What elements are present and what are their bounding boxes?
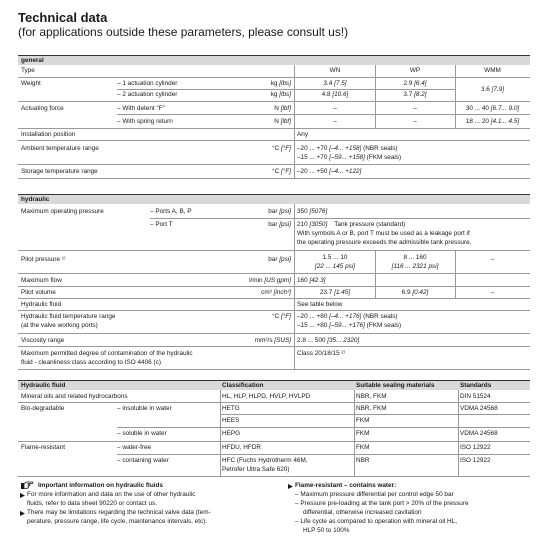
weight-wmm: [455, 86, 530, 94]
unit: kg: [270, 91, 278, 98]
unit: °C: [272, 168, 280, 175]
pilot-wp: 8 ... 160: [403, 254, 427, 261]
force-unit: [255, 105, 291, 113]
fluid-row-seal: NBR, FKM: [356, 393, 387, 400]
value: 3.7: [403, 91, 413, 98]
weight-unit: [255, 91, 291, 99]
value-imperial: [35... 2320]: [327, 337, 360, 344]
value-imperial: [–59... +158]: [329, 154, 365, 161]
weight-wn-1: [295, 80, 375, 88]
weight-wp-2: [375, 91, 455, 99]
seal: (NBR seals): [363, 313, 398, 320]
fluid-temp-unit: [255, 313, 291, 321]
hydraulic-section-label: hydraulic: [21, 196, 50, 203]
volume-wn: [295, 289, 375, 297]
divider: [220, 390, 221, 476]
divider: [455, 65, 456, 128]
install-label: Installation position: [21, 131, 76, 138]
fluid-row-std: DIN 51524: [460, 393, 491, 400]
divider: [18, 101, 530, 102]
fluid-row-sub: – containing water: [117, 457, 169, 464]
seal: (FKM seals): [366, 154, 402, 161]
value: –15 ... +80: [297, 322, 328, 329]
fluid-row-class-2: Petrofer Ultra Safe 620): [222, 466, 290, 473]
mop-tank-note: With symbols A or B, port T must be used as a leakage port if: [297, 230, 470, 237]
volume-label: Pilot volume: [21, 289, 56, 296]
fluid-row-seal: FKM: [356, 430, 370, 437]
fluid-temp-label-2: (at the valve working ports): [21, 322, 98, 329]
volume-wmm: –: [490, 289, 495, 296]
divider: [354, 390, 355, 476]
unit-imperial: [lbf]: [280, 118, 291, 125]
divider: [294, 204, 295, 369]
pilot-wp-imperial: [116 ... 2321 psi]: [391, 263, 439, 270]
divider: [18, 140, 530, 141]
pilot-wmm: –: [490, 256, 495, 263]
unit-imperial: [inch³]: [273, 289, 291, 296]
general-section-label: general: [21, 57, 44, 64]
value-imperial: [6.7... 9.0]: [490, 105, 520, 112]
fluid-row-std: VDMA 24568: [460, 430, 498, 437]
pilot-wn-imperial: [22 ... 145 psi]: [314, 263, 356, 270]
unit-imperial: [lbs]: [279, 91, 291, 98]
notes-left-title: Important information on hydraulic fluids: [38, 482, 163, 489]
force-row-desc: – With spring return: [117, 118, 173, 125]
general-section-band: [18, 56, 530, 65]
fluid-row-class: HFC (Fuchs Hydrotherm 46M,: [222, 457, 308, 464]
storage-value: [297, 168, 361, 176]
fluid-temp-line-2: [297, 322, 401, 330]
divider: [117, 89, 455, 90]
contamination-label: Maximum permitted degree of contamination of the hydraulic: [21, 350, 193, 357]
value: 30 ... 40: [465, 105, 489, 112]
value: 18 ... 20: [465, 118, 489, 125]
fluid-table-header: Suitable sealing materials: [356, 382, 435, 389]
force-label: Actuating force: [21, 105, 64, 112]
value-imperial: [6.4]: [414, 80, 427, 87]
fluid-table-header: Standards: [460, 382, 492, 389]
value: 4.8: [321, 91, 331, 98]
unit-imperial: [psi]: [279, 221, 291, 228]
viscosity-unit: [240, 337, 291, 345]
fluid-row-name: Mineral oils and related hydrocarbons: [21, 393, 128, 400]
unit: bar: [268, 221, 278, 228]
divider: [18, 310, 530, 311]
value: –20 ... +70: [297, 145, 328, 152]
unit-imperial: [lbf]: [280, 105, 291, 112]
value: 23.7: [319, 289, 333, 296]
flow-unit: [230, 277, 291, 285]
weight-wp-1: [375, 80, 455, 88]
fluid-row-class: HFDU, HFDR: [222, 444, 262, 451]
ambient-unit: [255, 145, 291, 153]
value-imperial: [0.42]: [412, 289, 429, 296]
divider: [18, 55, 530, 56]
force-wmm-1: [455, 105, 530, 113]
unit: N: [274, 118, 279, 125]
value-imperial: [–4... +122]: [329, 168, 362, 175]
install-value: Any: [297, 131, 309, 138]
divider: [18, 476, 530, 477]
value: –15 ... +70: [297, 154, 328, 161]
unit: kg: [270, 80, 278, 87]
divider: [18, 273, 530, 274]
divider: [18, 402, 530, 403]
divider: [375, 65, 376, 128]
force-wp-2: –: [413, 118, 417, 125]
divider: [18, 128, 530, 129]
divider: [18, 333, 530, 334]
triangle-bullet-icon: [288, 484, 293, 489]
notes-left-bullet-1-cont: fluids, refer to data sheet 90220 or contact us.: [27, 500, 158, 507]
force-wn-1: –: [333, 105, 337, 112]
divider: [18, 286, 530, 287]
note: Tank pressure (standard): [334, 221, 406, 228]
mop-ports-desc: – Ports A, B, P: [150, 208, 192, 215]
divider: [150, 218, 530, 219]
value-imperial: [5076]: [309, 208, 328, 215]
fluid-row-seal: FKM: [356, 444, 370, 451]
fluid-row-seal: NBR: [356, 457, 370, 464]
fluid-table-header: Classification: [222, 382, 264, 389]
divider: [294, 65, 295, 178]
notes-right-item-2: – Pressure pre-loading at the tank port > 20% of the pressure: [295, 500, 469, 507]
storage-unit: [255, 168, 291, 176]
divider: [18, 369, 530, 370]
fluid-row-std: ISO 12922: [460, 444, 491, 451]
mop-tank-value: [297, 221, 405, 229]
notes-left-bullet-2-cont: perature, pressure range, life cycle, maintenance intervals, etc).: [27, 518, 208, 525]
value: 3.6: [480, 86, 490, 93]
value: 6.9: [401, 289, 411, 296]
divider: [458, 390, 459, 476]
triangle-bullet-icon: [20, 493, 25, 498]
mop-ports-value: [297, 208, 327, 216]
fluid-row-seal: NBR, FKM: [356, 405, 387, 412]
fluid-temp-line-1: [297, 313, 398, 321]
notes-right-item-2-cont: differential, otherwise increased cavitation: [303, 509, 422, 516]
value-imperial: [1.45]: [334, 289, 351, 296]
fluid-row-std: VDMA 24568: [460, 405, 498, 412]
force-row-desc: – With detent "F": [117, 105, 165, 112]
unit: cm³: [261, 289, 272, 296]
unit-imperial: [SUS]: [274, 337, 291, 344]
unit-imperial: [°F]: [280, 168, 291, 175]
mop-label: Maximum operating pressure: [21, 208, 104, 215]
unit: °C: [272, 313, 280, 320]
col-wp: WP: [409, 67, 421, 74]
fluid-row-std: ISO 12922: [460, 457, 491, 464]
force-wp-1: –: [413, 105, 417, 112]
weight-label: Weight: [21, 80, 41, 87]
unit: °C: [272, 145, 280, 152]
divider: [455, 251, 456, 298]
unit: mm²/s: [254, 337, 273, 344]
fluid-row-name: Flame-resistant: [21, 444, 66, 451]
value: 3.4: [323, 80, 333, 87]
weight-wn-2: [295, 91, 375, 99]
unit-imperial: [°F]: [280, 313, 291, 320]
page-title: Technical data: [18, 10, 108, 25]
mop-tank-desc: – Port T: [150, 221, 173, 228]
fluid-row-sub: – soluble in water: [117, 430, 167, 437]
value: 210: [297, 221, 308, 228]
volume-wp: [375, 289, 455, 297]
value: 2.8 ... 500: [297, 337, 326, 344]
weight-unit: [255, 80, 291, 88]
value: –20 ... +50: [297, 168, 328, 175]
divider: [18, 164, 530, 165]
notes-left-bullet-1: For more information and data on the use of other hydraulic: [27, 491, 196, 498]
value-imperial: [–4... +158]: [329, 145, 362, 152]
notes-left-bullet-2: There may be limitations regarding the technical valve data (tem-: [27, 509, 211, 516]
notes-right-item-3: – Life cycle as compared to operation with mineral oil HL,: [295, 518, 457, 525]
col-wmm: WMM: [484, 67, 501, 74]
triangle-bullet-icon: [20, 511, 25, 516]
value: –20 ... +80: [297, 313, 328, 320]
unit-imperial: [°F]: [280, 145, 291, 152]
storage-label: Storage temperature range: [21, 168, 98, 175]
fluid-row-class: HEPG: [222, 430, 241, 437]
col-wn: WN: [329, 67, 341, 74]
value-imperial: [–59... +176]: [329, 322, 365, 329]
seal: (NBR seals): [363, 145, 398, 152]
seal: (FKM seals): [366, 322, 402, 329]
divider: [18, 441, 530, 442]
divider: [117, 114, 530, 115]
page-subtitle: (for applications outside these parameters, please consult us!): [18, 25, 349, 39]
ambient-label: Ambient temperature range: [21, 145, 99, 152]
pilot-label: Pilot pressure ¹⁾: [21, 256, 66, 263]
mop-unit: [255, 208, 291, 216]
unit-imperial: [lbs]: [279, 80, 291, 87]
pointing-hand-icon: [20, 481, 34, 490]
force-wn-2: –: [333, 118, 337, 125]
unit: bar: [268, 208, 278, 215]
value-imperial: [8.2]: [414, 91, 427, 98]
fluid-value: See table below: [297, 301, 343, 308]
type-label: Type: [21, 67, 35, 74]
mop-unit: [255, 221, 291, 229]
fluid-row-class: HL, HLP, HLPD, HVLP, HVLPD: [222, 393, 311, 400]
force-wmm-2: [455, 118, 530, 126]
flow-label: Maximum flow: [21, 277, 62, 284]
contamination-label-2: fluid - cleanliness class according to ISO 4406 (c): [21, 359, 161, 366]
fluid-row-class: HEES: [222, 417, 240, 424]
weight-row-desc: – 1 actuation cylinder: [117, 80, 178, 87]
unit-imperial: [US gpm]: [264, 277, 291, 284]
divider: [220, 414, 530, 415]
unit-imperial: [psi]: [279, 208, 291, 215]
ambient-line-2: [297, 154, 401, 162]
unit: l/min: [249, 277, 263, 284]
pilot-wn: 1.5 ... 10: [322, 254, 348, 261]
fluid-row-sub: – insoluble in water: [117, 405, 172, 412]
fluid-row-sub: – water-free: [117, 444, 152, 451]
divider: [18, 250, 530, 251]
value: 160: [297, 277, 308, 284]
fluid-label: Hydraulic fluid: [21, 301, 62, 308]
unit: N: [274, 105, 279, 112]
divider: [117, 427, 530, 428]
fluid-temp-label: Hydraulic fluid temperature range: [21, 313, 116, 320]
flow-value: [297, 277, 325, 285]
notes-right-item-3-cont: HLP 50 to 100%: [303, 527, 350, 534]
value-imperial: [3050]: [309, 221, 328, 228]
unit: bar: [268, 256, 278, 263]
hydraulic-section-band: [18, 195, 530, 204]
contamination-value: Class 20/18/15 ²⁾: [297, 350, 346, 357]
pilot-unit: [255, 256, 291, 264]
force-unit: [255, 118, 291, 126]
value: 2.9: [403, 80, 413, 87]
divider: [18, 346, 530, 347]
fluid-row-class: HETG: [222, 405, 240, 412]
viscosity-value: [297, 337, 359, 345]
divider: [18, 178, 530, 179]
fluid-row-name: Bio-degradable: [21, 405, 65, 412]
value-imperial: [10.6]: [332, 91, 349, 98]
viscosity-label: Viscosity range: [21, 337, 65, 344]
divider: [18, 77, 530, 78]
divider: [117, 454, 530, 455]
notes-right-title: Flame-resistant – contains water:: [295, 482, 397, 489]
fluid-table-header-band: [18, 381, 530, 390]
value-imperial: [7.9]: [491, 86, 505, 93]
ambient-line-1: [297, 145, 398, 153]
notes-right-item-1: – Maximum pressure differential per control edge 50 bar: [295, 491, 454, 498]
value-imperial: [4.1... 4.5]: [490, 118, 520, 125]
volume-unit: [240, 289, 291, 297]
divider: [18, 298, 530, 299]
divider: [375, 251, 376, 298]
mop-tank-note: the operating pressure exceeds the admissible tank pressure.: [297, 239, 472, 246]
fluid-table-header: Hydraulic fluid: [21, 382, 66, 389]
value-imperial: [–4... +176]: [329, 313, 362, 320]
fluid-row-seal: FKM: [356, 417, 370, 424]
value-imperial: [42.3]: [309, 277, 326, 284]
unit-imperial: [psi]: [279, 256, 291, 263]
value-imperial: [7.5]: [334, 80, 347, 87]
weight-row-desc: – 2 actuation cylinder: [117, 91, 178, 98]
value: 350: [297, 208, 308, 215]
